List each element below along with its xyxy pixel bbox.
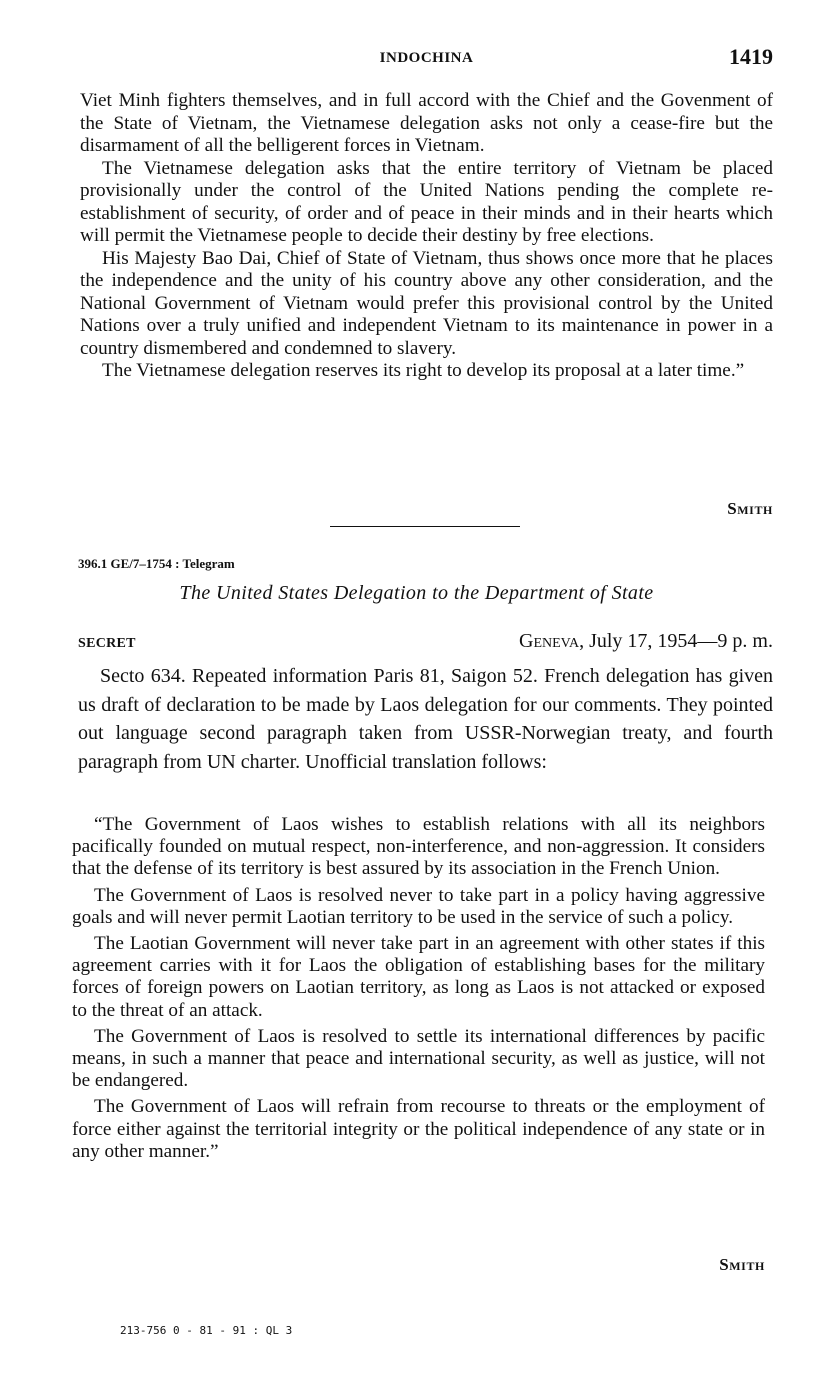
dateline-place: Geneva: [519, 630, 580, 652]
telegram-paragraph: Secto 634. Repeated information Paris 81, Saigon 52. French delegation has given us draft of declaration to be made by Laos delegation for our comments. They pointed out language second paragraph taken from USSR-Norwegian treaty, and fourth paragraph from UN charter. Unofficial translation follows:: [78, 665, 773, 773]
declaration-paragraph: “The Government of Laos wishes to establish relations with all its neighbors pacifically founded on mutual respect, non-interference, and non-aggression. It considers that the defense of its territory is best assured by its association in the French Union.: [72, 814, 765, 880]
print-footer: 213-756 0 - 81 - 91 : QL 3: [120, 1324, 293, 1337]
continued-paragraph: Viet Minh fighters themselves, and in full accord with the Chief and the Govenment of the State of Vietnam, the Vietnamese delegation asks not only a cease-fire but the disarmament of all the belligerent forces in Vietnam.: [80, 90, 773, 156]
declaration-paragraph: The Government of Laos will refrain from recourse to threats or the employment of force either against the territorial integrity or the political independence of any state or in any other manner.”: [72, 1096, 765, 1162]
declaration-paragraph: The Government of Laos is resolved to settle its international differences by pacific means, in such a manner that peace and international security, as well as justice, will not be endangered.: [72, 1025, 765, 1092]
continued-text-block: [80, 90, 773, 383]
section-divider: [330, 526, 520, 527]
document-title: The United States Delegation to the Department of State: [179, 582, 654, 604]
file-reference: 396.1 GE/7–1754 : Telegram: [78, 556, 235, 571]
telegram-body: [78, 662, 773, 776]
dateline-date: , July 17, 1954—9 p. m.: [579, 630, 773, 652]
continued-paragraph: His Majesty Bao Dai, Chief of State of Vietnam, thus shows once more that he places the independence and the unity of his country above any other consideration, and the National Government of Vietnam would prefer this provisional control by the United Nations over a truly unified and independent Vietnam to its maintenance in power in a country dismembered and condemned to slavery.: [80, 247, 773, 359]
signature-smith: Smith: [727, 499, 773, 518]
running-head: INDOCHINA: [379, 50, 474, 66]
page-number: 1419: [729, 44, 773, 69]
signature-smith: Smith: [719, 1255, 765, 1274]
declaration-paragraph: The Government of Laos is resolved never to take part in a policy having aggressive goals and will never permit Laotian territory to be used in the service of such a policy.: [72, 884, 765, 928]
page-header: [80, 44, 773, 74]
dateline: [519, 630, 773, 653]
declaration-paragraph: The Laotian Government will never take part in an agreement with other states if this agreement carries with it for Laos the obligation of establishing bases for the military forces of foreign powers on Laotian territory, as long as Laos is not attacked or exposed to the threat of an attack.: [72, 933, 765, 1021]
continued-paragraph: The Vietnamese delegation asks that the entire territory of Vietnam be placed provisionally under the control of the United Nations pending the complete re-establishment of security, of order and of peace in their minds and in their hearts which will permit the Vietnamese people to decide their destiny by free elections.: [80, 157, 773, 246]
classification-label: SECRET: [78, 636, 136, 651]
continued-paragraph: The Vietnamese delegation reserves its right to develop its proposal at a later time.”: [102, 360, 745, 381]
declaration-quote: [72, 814, 765, 1167]
